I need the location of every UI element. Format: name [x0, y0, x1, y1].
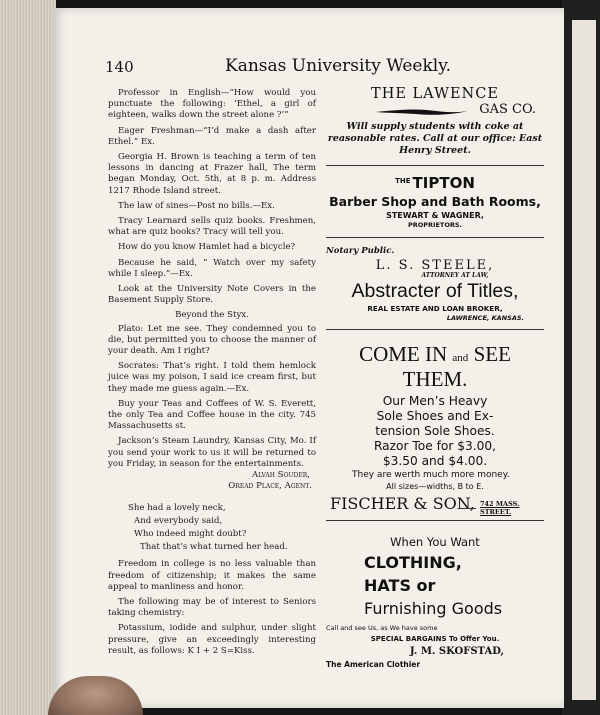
- fischer-signature: [326, 494, 544, 516]
- paragraph: Professor in English—“How would you punctuate the following: ‘Ethel, a girl of eighteen, walks down the street alone ?’”: [108, 88, 316, 121]
- paragraph: Buy your Teas and Coffees of W. S. Everett, the only Tea and Coffee house in the city. 745 Massachusetts st.: [108, 398, 316, 432]
- divider: [326, 237, 544, 238]
- tipton-name: [326, 174, 544, 192]
- steele-ad: [326, 246, 544, 322]
- paragraph: Plato: Let me see. They condemned you to die, but permitted you to choose the manner of your death. Am I right?: [108, 323, 316, 357]
- gas-ad-row: [326, 102, 544, 120]
- shoe-line: Our Men’s Heavy: [382, 394, 488, 408]
- fischer-sizes: All sizes—widths, B to E.: [386, 482, 484, 491]
- tipton-ad: [326, 174, 544, 229]
- gas-company-ad: [326, 86, 544, 157]
- skofstad-call: Call and see Us, as We have some: [326, 624, 438, 632]
- steele-real-estate: REAL ESTATE AND LOAN BROKER,: [367, 304, 503, 313]
- fischer-worth: They are werth much more money.: [352, 470, 510, 480]
- skofstad-item: HATS or: [364, 576, 436, 595]
- divider: [326, 165, 544, 166]
- and-word: and: [452, 352, 469, 364]
- signature-place: Oread Place, Agent.: [228, 481, 312, 492]
- gas-ad-title: THE LAWENCE: [371, 86, 499, 102]
- poem-line: She had a lovely neck,: [128, 502, 226, 513]
- paragraph: Freedom in college is no less valuable than freedom of citizenship; it makes the same appeal to manliness and honor.: [108, 559, 316, 592]
- fischer-rule: [458, 508, 476, 509]
- page-edges: [0, 0, 56, 715]
- skofstad-tagline: The American Clothier: [326, 660, 421, 669]
- paragraph: The law of sines—Post no bills.—Ex.: [118, 200, 275, 211]
- steele-abstracter: Abstracter of Titles,: [351, 280, 519, 302]
- paragraph: The following may be of interest to Seniors taking chemistry:: [108, 596, 316, 619]
- notary-label: Notary Public.: [326, 246, 395, 256]
- skofstad-ad: [326, 535, 544, 669]
- paragraph: Because he said, “ Watch over my safety while I sleep.”—Ex.: [108, 257, 316, 279]
- shoe-line: tension Sole Shoes.: [375, 424, 495, 438]
- tipton-title: TIPTON: [412, 174, 475, 192]
- see-them: SEE THEM.: [402, 342, 511, 391]
- poem-line: And everybody said,: [134, 515, 223, 526]
- gas-ad-company: GAS CO.: [479, 102, 536, 117]
- signature-name: Alvah Souder,: [251, 470, 310, 481]
- tipton-owners: STEWART & WAGNER,: [386, 211, 484, 220]
- tipton-proprietors: PROPRIETORS.: [407, 221, 463, 229]
- next-page-edge: [572, 20, 596, 700]
- running-head: Kansas University Weekly.: [225, 56, 451, 76]
- fischer-name: FISCHER & SON,: [330, 494, 475, 513]
- poem-line: That that’s what turned her head.: [140, 542, 288, 553]
- divider: [326, 520, 544, 521]
- fischer-address: 742 MASS. STREET.: [480, 500, 520, 516]
- paragraph: Potassium, iodide and sulphur, under slight pressure, give an exceedingly interesting result, as follows: K I + 2 S=Kiss.: [108, 623, 316, 656]
- poem: [128, 503, 316, 554]
- steele-attorney: ATTORNEY AT LAW,: [421, 272, 489, 279]
- poem-line: Who indeed might doubt?: [134, 528, 247, 539]
- fischer-headline: [326, 342, 544, 392]
- ornament-swoosh-icon: [376, 108, 468, 116]
- fischer-shoes-text: [326, 394, 544, 469]
- paragraph: How do you know Hamlet had a bicycle?: [118, 242, 296, 253]
- fischer-ad: [326, 342, 544, 516]
- come-in: COME IN: [359, 342, 448, 366]
- paragraph: Socrates: That’s right. I told them hemlock juice was my poison, I said ice cream first, but they made me guess again.—Ex.: [108, 361, 316, 394]
- paragraph: Georgia H. Brown is teaching a term of ten lessons in dancing at Frazer hall, The term began Monday, Oct. 5th, at 8 p. m. Address 1217 Rhode Island street.: [108, 152, 316, 196]
- paragraph: Tracy Learnard sells quiz books. Freshmen, what are quiz books? Tracy will tell you.: [108, 216, 316, 238]
- steele-location: LAWRENCE, KANSAS.: [446, 314, 524, 322]
- paragraph: Jackson’s Steam Laundry, Kansas City, Mo. If you send your work to us it will be returned to you Friday, in season for the entertainments.: [108, 436, 316, 469]
- skofstad-item: Furnishing Goods: [364, 599, 503, 618]
- section-heading: Beyond the Styx.: [175, 310, 249, 321]
- skofstad-special: SPECIAL BARGAINS To Offer You.: [370, 635, 500, 643]
- tipton-line: Barber Shop and Bath Rooms,: [329, 194, 541, 209]
- gas-ad-text: Will supply students with coke at reasonable rates. Call at our office: East Henry Street.: [327, 121, 543, 156]
- tipton-the: THE: [395, 177, 411, 185]
- page-number: 140: [105, 58, 134, 76]
- shoe-line: Sole Shoes and Ex-: [376, 409, 494, 423]
- steele-name: L. S. STEELE,: [375, 258, 495, 273]
- skofstad-item: CLOTHING,: [364, 553, 462, 572]
- skofstad-when: When You Want: [390, 535, 480, 549]
- paragraph: Look at the University Note Covers in the Basement Supply Store.: [108, 284, 316, 306]
- divider: [326, 329, 544, 330]
- shoe-line: Razor Toe for $3.00,: [373, 439, 496, 453]
- skofstad-name: J. M. SKOFSTAD,: [409, 646, 504, 657]
- paragraph: Eager Freshman—“I’d make a dash after Ethel.” Ex.: [108, 125, 316, 147]
- shoe-line: $3.50 and $4.00.: [382, 454, 488, 468]
- left-column: [108, 88, 316, 661]
- advertisement-column: [326, 86, 544, 669]
